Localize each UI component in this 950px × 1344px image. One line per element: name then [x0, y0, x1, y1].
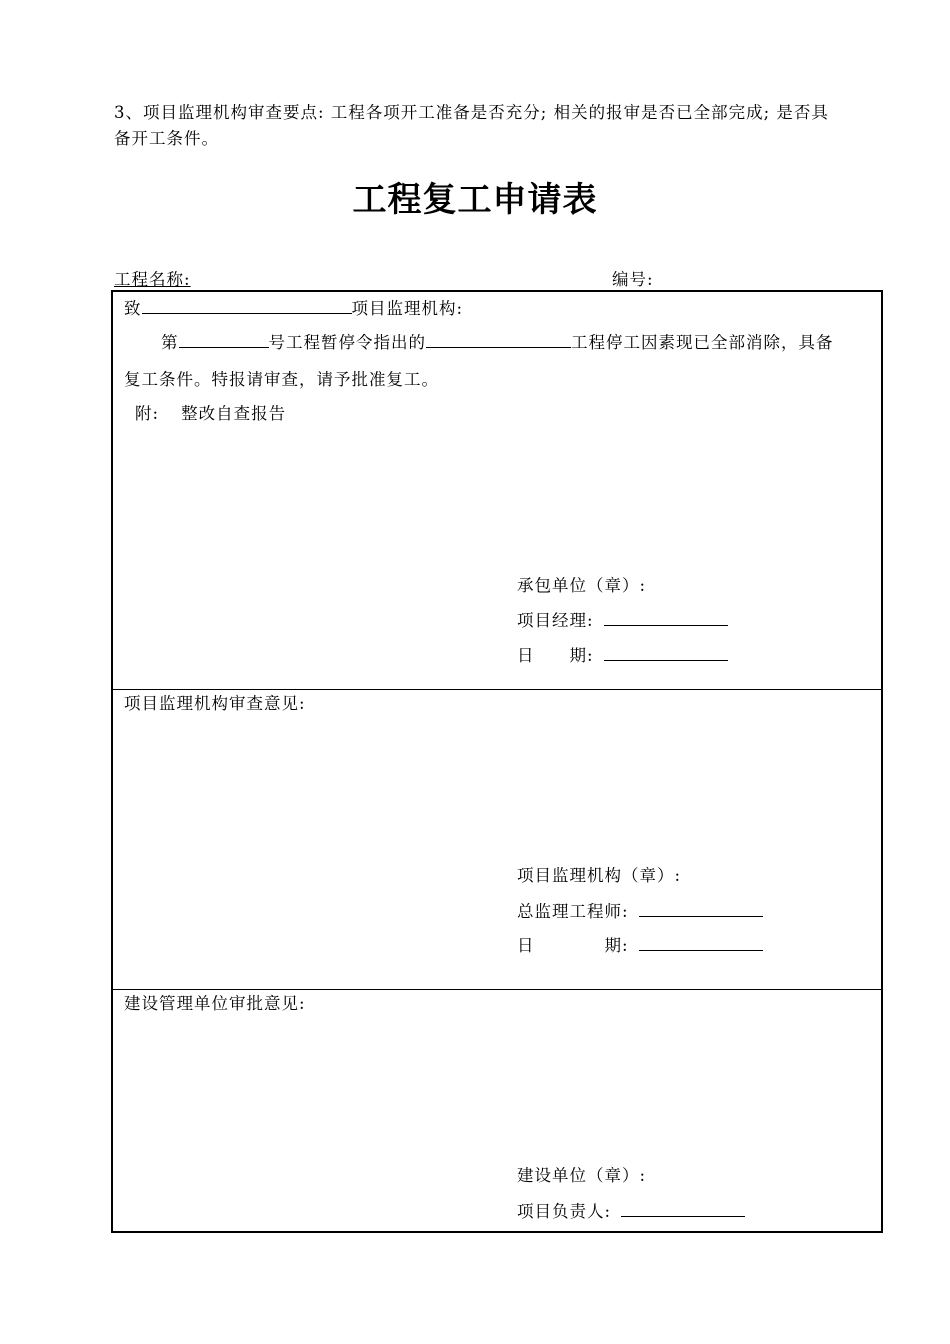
project-leader-blank[interactable]: [621, 1200, 745, 1217]
addressee-line: [124, 297, 463, 320]
supervision-seal-label: 项目监理机构（章）:: [517, 866, 682, 885]
addressee-blank[interactable]: [142, 297, 352, 314]
project-manager-line: [517, 609, 728, 632]
project-leader-line: [517, 1200, 745, 1223]
page-title: 工程复工申请表: [352, 180, 598, 220]
serial-number-label: 编号:: [612, 270, 654, 289]
section-divider-1: [113, 689, 881, 690]
project-leader-label: 项目负责人:: [517, 1202, 612, 1221]
application-form-table: [111, 290, 883, 1233]
statement-line-1: [161, 331, 834, 354]
review-note: [114, 100, 886, 152]
project-manager-blank[interactable]: [604, 609, 728, 626]
project-manager-label: 项目经理:: [517, 611, 594, 630]
chief-engineer-line: [517, 900, 763, 923]
section1-date-line: [517, 644, 728, 667]
statement-prefix: 第: [161, 333, 179, 352]
statement-suffix: 工程停工因素现已全部消除，具备: [571, 333, 834, 352]
addressee-suffix: 项目监理机构:: [351, 299, 464, 318]
owner-seal-label: 建设单位（章）:: [517, 1166, 647, 1185]
attachment-item: 整改自查报告: [181, 404, 287, 423]
section2-date-label: 日 期:: [517, 936, 629, 955]
section-divider-2: [113, 989, 881, 990]
section2-date-line: [517, 934, 763, 957]
project-name-label: 工程名称:: [114, 270, 191, 289]
owner-approval-heading: 建设管理单位审批意见:: [124, 994, 306, 1013]
attachment-line: [135, 403, 286, 425]
review-note-line-2: 备开工条件。: [114, 129, 219, 148]
statement-line-2: 复工条件。特报请审查，请予批准复工。: [124, 370, 439, 389]
statement-mid: 号工程暂停令指出的: [268, 333, 426, 352]
section1-date-label: 日 期:: [517, 646, 594, 665]
chief-engineer-label: 总监理工程师:: [517, 902, 629, 921]
addressee-prefix: 致: [124, 299, 142, 318]
contractor-seal-label: 承包单位（章）:: [517, 576, 647, 595]
chief-engineer-blank[interactable]: [639, 900, 763, 917]
project-part-blank[interactable]: [426, 331, 571, 348]
suspension-order-number-blank[interactable]: [179, 331, 269, 348]
supervision-opinion-heading: 项目监理机构审查意见:: [124, 694, 306, 713]
review-note-line-1: 3、项目监理机构审查要点: 工程各项开工准备是否充分; 相关的报审是否已全部完成; 是否具: [114, 103, 829, 122]
section1-date-blank[interactable]: [604, 644, 728, 661]
attachment-label: 附:: [135, 404, 160, 423]
section2-date-blank[interactable]: [639, 934, 763, 951]
